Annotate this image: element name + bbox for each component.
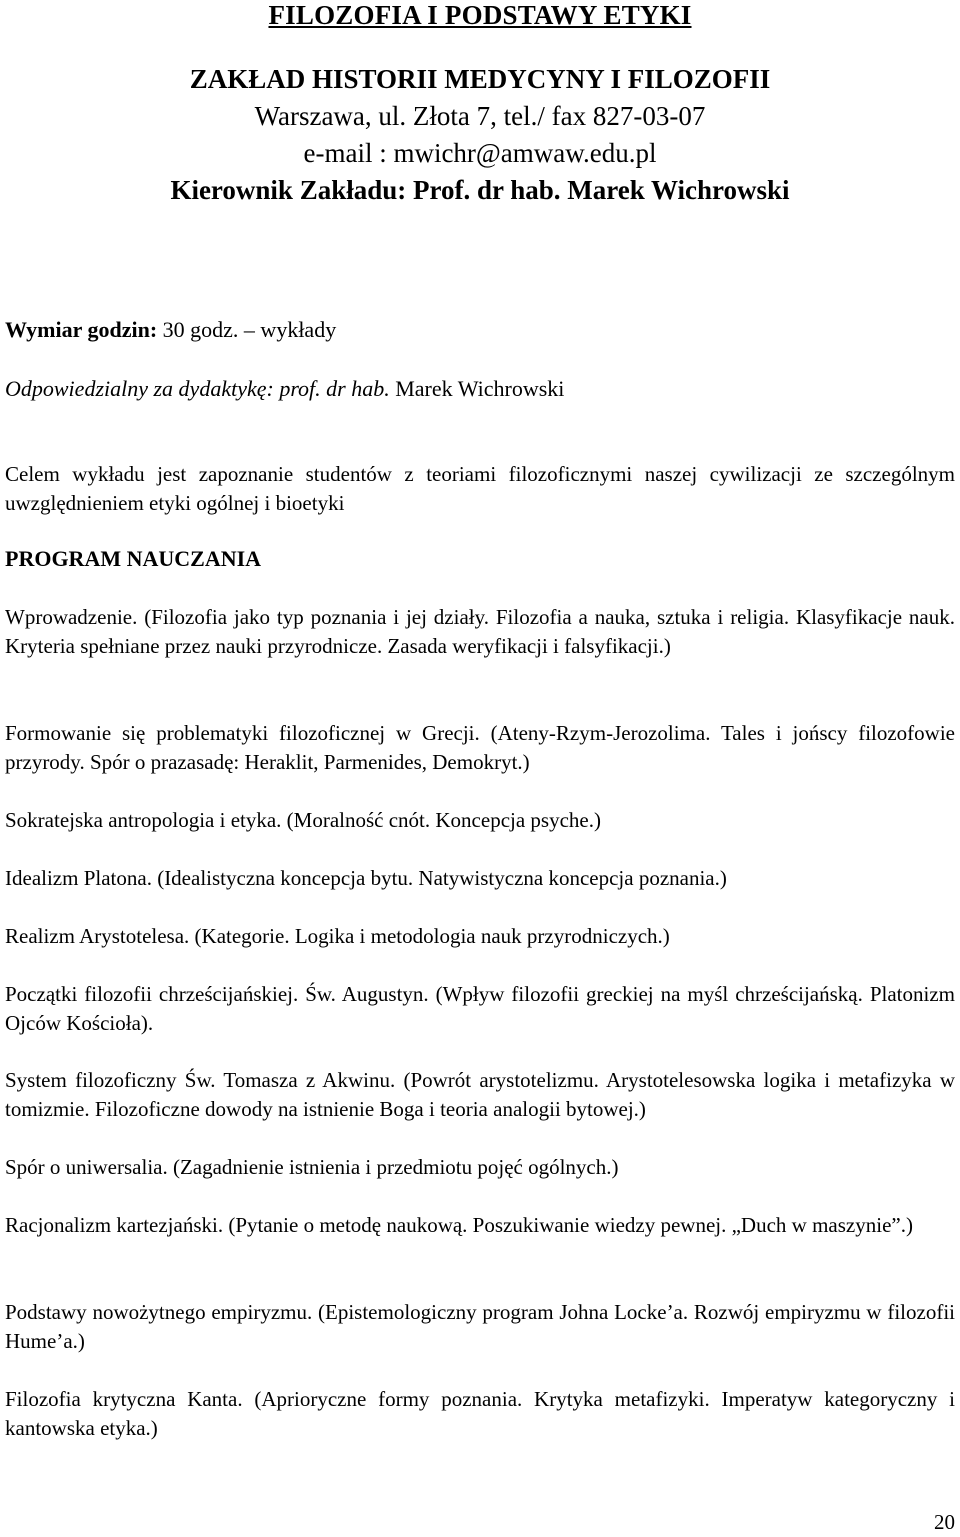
topic-item — [5, 864, 955, 893]
topic-text: Podstawy nowożytnego empiryzmu. (Epistemologiczny program Johna Locke’a. Rozwój empiryzmu w filozofii Hume’a.) — [5, 1300, 955, 1353]
topic-text: Idealizm Platona. (Idealistyczna koncepcja bytu. Natywistyczna koncepcja poznania.) — [5, 866, 727, 890]
topic-item — [5, 603, 955, 661]
topic-item — [5, 1066, 955, 1124]
program-heading: PROGRAM NAUCZANIA — [5, 546, 262, 571]
topic-text: Wprowadzenie. (Filozofia jako typ poznania i jej działy. Filozofia a nauka, sztuka i religia. Klasyfikacje nauk. Kryteria spełniane przez nauki przyrodnicze. Zasada weryfikacji i falsyfikacji.) — [5, 605, 955, 658]
responsible-value: Marek Wichrowski — [389, 376, 565, 401]
department-address: Warszawa, ul. Złota 7, tel./ fax 827-03-07 — [254, 101, 706, 131]
hours-line — [5, 315, 336, 344]
page-number: 20 — [934, 1510, 955, 1534]
department-head: Kierownik Zakładu: Prof. dr hab. Marek Wichrowski — [170, 175, 790, 205]
goal-text: Celem wykładu jest zapoznanie studentów z teoriami filozoficznymi naszej cywilizacji ze szczególnym uwzględnieniem etyki ogólnej i bioetyki — [5, 462, 955, 515]
topic-text: Racjonalizm kartezjański. (Pytanie o metodę naukową. Poszukiwanie wiedzy pewnej. „Duch w maszynie”.) — [5, 1213, 913, 1237]
department-header — [0, 61, 960, 209]
topic-item — [5, 719, 955, 777]
topic-text: Sokratejska antropologia i etyka. (Moralność cnót. Koncepcja psyche.) — [5, 808, 601, 832]
responsible-label: Odpowiedzialny za dydaktykę: prof. dr hab. — [5, 376, 390, 401]
goal-paragraph — [5, 460, 955, 518]
topic-item — [5, 1385, 955, 1443]
hours-value: 30 godz. – wykłady — [157, 317, 337, 342]
topic-text: Początki filozofii chrześcijańskiej. Św. Augustyn. (Wpływ filozofii greckiej na myśl chrześcijańską. Platonizm Ojców Kościoła). — [5, 982, 955, 1035]
department-email: e-mail : mwichr@amwaw.edu.pl — [303, 138, 657, 168]
document-title: FILOZOFIA I PODSTAWY ETYKI — [268, 0, 692, 30]
topic-text: Formowanie się problematyki filozoficznej w Grecji. (Ateny-Rzym-Jerozolima. Tales i jońscy filozofowie przyrody. Spór o prazasadę: Heraklit, Parmenides, Demokryt.) — [5, 721, 955, 774]
topic-item — [5, 1211, 955, 1240]
topic-item — [5, 980, 955, 1038]
topic-item — [5, 1153, 955, 1182]
responsible-line — [5, 374, 564, 403]
topic-text: System filozoficzny Św. Tomasza z Akwinu. (Powrót arystotelizmu. Arystotelesowska logika i metafizyka w tomizmie. Filozoficzne dowody na istnienie Boga i teoria analogii bytowej.) — [5, 1068, 955, 1121]
topic-item — [5, 1298, 955, 1356]
hours-label: Wymiar godzin: — [5, 317, 158, 342]
topic-item — [5, 922, 955, 951]
topic-text: Filozofia krytyczna Kanta. (Aprioryczne formy poznania. Krytyka metafizyki. Imperatyw kategoryczny i kantowska etyka.) — [5, 1387, 955, 1440]
topic-item — [5, 806, 955, 835]
topic-text: Realizm Arystotelesa. (Kategorie. Logika i metodologia nauk przyrodniczych.) — [5, 924, 670, 948]
department-name: ZAKŁAD HISTORII MEDYCYNY I FILOZOFII — [189, 64, 771, 94]
topic-text: Spór o uniwersalia. (Zagadnienie istnienia i przedmiotu pojęć ogólnych.) — [5, 1155, 619, 1179]
